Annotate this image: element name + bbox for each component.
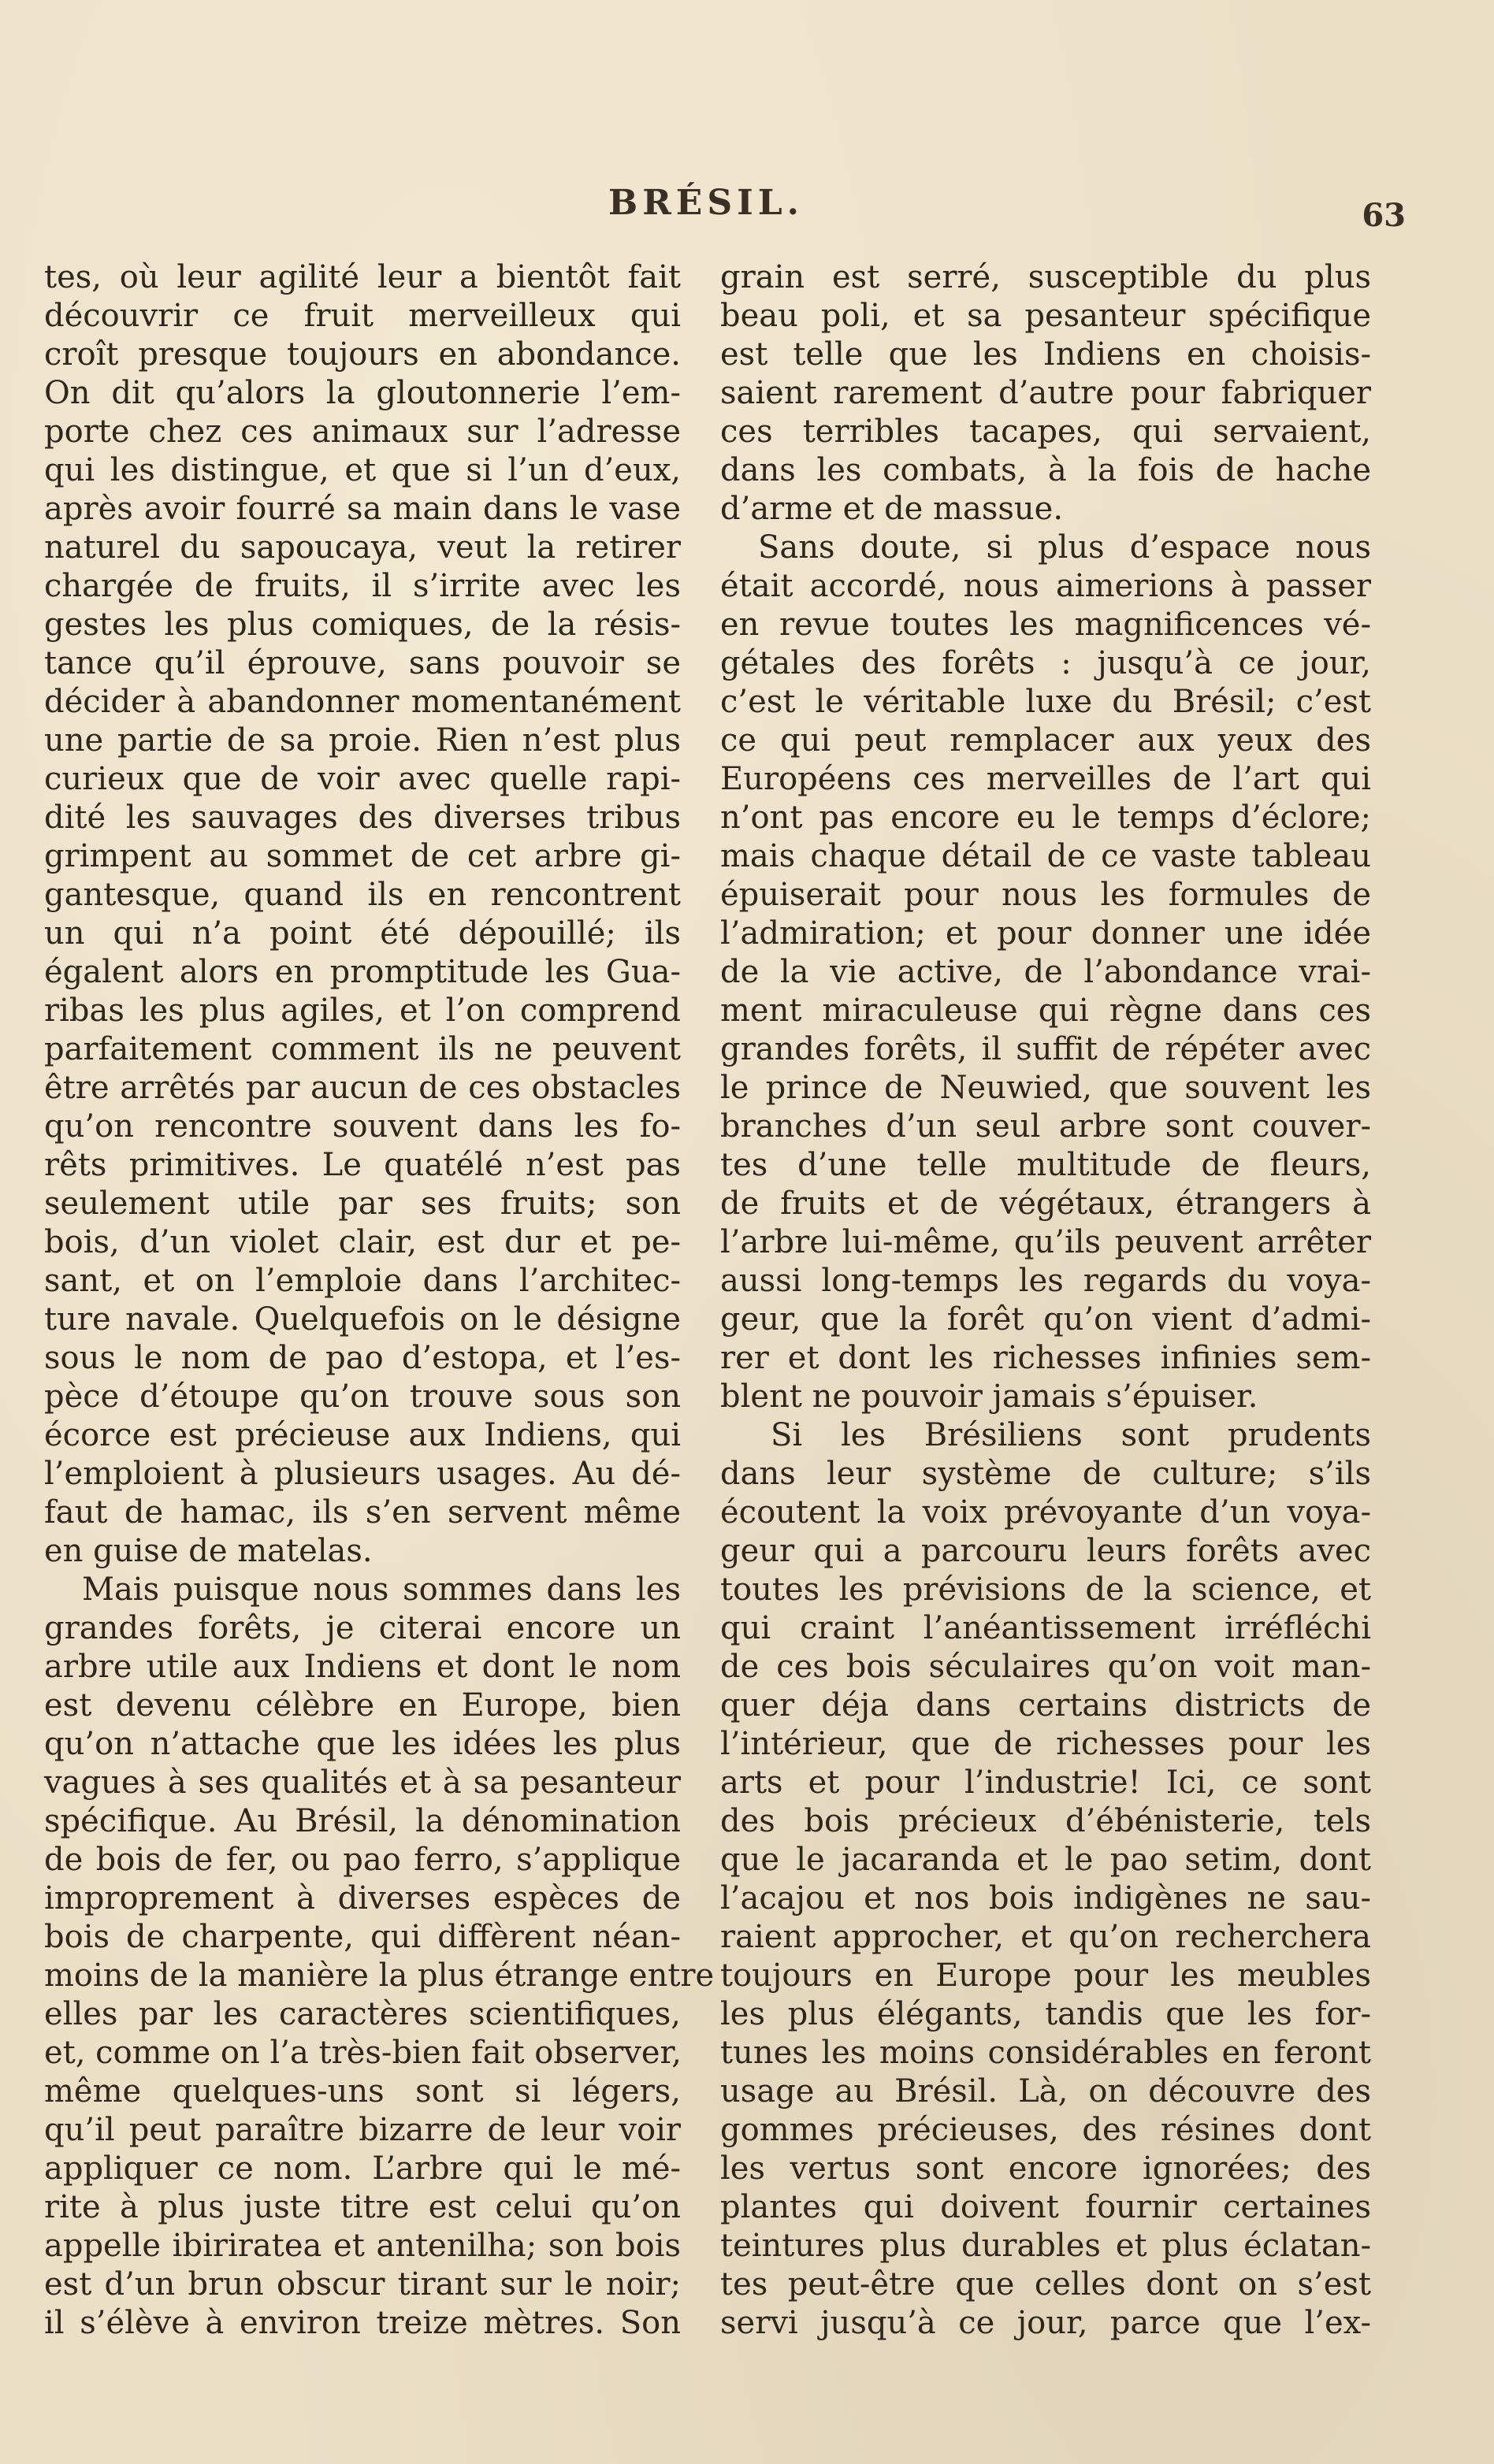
text-line: il s’élève à environ treize mètres. Son	[44, 2305, 681, 2341]
text-line: est telle que les Indiens en choisis-	[720, 336, 1371, 373]
text-line: croît presque toujours en abondance.	[44, 336, 681, 373]
text-line: aussi long-temps les regards du voya-	[720, 1263, 1371, 1299]
text-line: le prince de Neuwied, que souvent les	[720, 1070, 1371, 1106]
text-line: épuiserait pour nous les formules de	[720, 877, 1371, 913]
text-line: quer déja dans certains districts de	[720, 1687, 1371, 1724]
text-line: égalent alors en promptitude les Gua-	[44, 954, 681, 990]
text-line: curieux que de voir avec quelle rapi-	[44, 761, 681, 797]
text-line: était accordé, nous aimerions à passer	[720, 568, 1371, 604]
text-line: Européens ces merveilles de l’art qui	[720, 761, 1371, 797]
text-line: ces terribles tacapes, qui servaient,	[720, 414, 1371, 450]
right-text-column	[720, 258, 1371, 2343]
text-line: elles par les caractères scientifiques,	[44, 1996, 681, 2032]
text-line: être arrêtés par aucun de ces obstacles	[44, 1070, 681, 1106]
text-line: tunes les moins considérables en feront	[720, 2035, 1371, 2071]
text-line: geur qui a parcouru leurs forêts avec	[720, 1533, 1371, 1569]
text-line: l’intérieur, que de richesses pour les	[720, 1726, 1371, 1762]
text-line: de la vie active, de l’abondance vrai-	[720, 954, 1371, 990]
text-line: moins de la manière la plus étrange entre	[44, 1957, 715, 1994]
text-line: appelle ibirirateа et antenilha; son bois	[44, 2228, 681, 2264]
text-line: mais chaque détail de ce vaste tableau	[720, 838, 1371, 874]
text-line: en revue toutes les magnificences vé-	[720, 607, 1371, 643]
text-line: grandes forêts, il suffit de répéter avec	[720, 1031, 1371, 1067]
text-line: bois de charpente, qui diffèrent néan-	[44, 1919, 681, 1955]
text-line: gestes les plus comiques, de la résis-	[44, 607, 681, 643]
text-line: sant, et on l’emploie dans l’architec-	[44, 1263, 681, 1299]
text-line: c’est le véritable luxe du Brésil; c’est	[720, 684, 1371, 720]
text-line: ribas les plus agiles, et l’on comprend	[44, 993, 681, 1029]
text-line: On dit qu’alors la gloutonnerie l’em-	[44, 375, 681, 411]
text-line: vagues à ses qualités et à sa pesanteur	[44, 1765, 681, 1801]
text-line: pèce d’étoupe qu’on trouve sous son	[44, 1379, 681, 1415]
text-line: qu’il peut paraître bizarre de leur voir	[44, 2112, 681, 2148]
text-line: Mais puisque nous sommes dans les	[82, 1572, 681, 1608]
text-line: grimpent au sommet de cet arbre gi-	[44, 838, 681, 874]
text-line: blent ne pouvoir jamais s’épuiser.	[720, 1379, 1258, 1415]
text-line: ture navale. Quelquefois on le désigne	[44, 1301, 681, 1338]
text-line: écorce est précieuse aux Indiens, qui	[44, 1417, 681, 1453]
text-line: tes, où leur agilité leur a bientôt fait	[44, 259, 681, 295]
text-line: découvrir ce fruit merveilleux qui	[44, 298, 681, 334]
text-line: une partie de sa proie. Rien n’est plus	[44, 722, 681, 759]
text-line: gommes précieuses, des résines dont	[720, 2112, 1371, 2148]
text-line: tes peut-être que celles dont on s’est	[720, 2266, 1371, 2303]
text-line: de ces bois séculaires qu’on voit man-	[720, 1649, 1371, 1685]
text-line: même quelques-uns sont si légers,	[44, 2073, 681, 2110]
text-line: en guise de matelas.	[44, 1533, 373, 1569]
page-number: 63	[1362, 197, 1406, 234]
text-line: gétales des forêts : jusqu’à ce jour,	[720, 645, 1371, 681]
text-line: arts et pour l’industrie! Ici, ce sont	[720, 1765, 1371, 1801]
text-line: grandes forêts, je citerai encore un	[44, 1610, 681, 1646]
text-line: beau poli, et sa pesanteur spécifique	[720, 298, 1371, 334]
text-line: teintures plus durables et plus éclatan-	[720, 2228, 1371, 2264]
text-line: servi jusqu’à ce jour, parce que l’ex-	[720, 2305, 1371, 2341]
text-line: spécifique. Au Brésil, la dénomination	[44, 1803, 681, 1839]
text-line: l’emploient à plusieurs usages. Au dé-	[44, 1456, 681, 1492]
text-line: tance qu’il éprouve, sans pouvoir se	[44, 645, 681, 681]
text-line: ment miraculeuse qui règne dans ces	[720, 993, 1371, 1029]
text-line: rêts primitives. Le quatélé n’est pas	[44, 1147, 681, 1183]
text-line: arbre utile aux Indiens et dont le nom	[44, 1649, 681, 1685]
text-line: qu’on rencontre souvent dans les fo-	[44, 1108, 681, 1145]
text-line: chargée de fruits, il s’irrite avec les	[44, 568, 681, 604]
text-line: tes d’une telle multitude de fleurs,	[720, 1147, 1371, 1183]
text-line: sous le nom de pao d’estopa, et l’es-	[44, 1340, 681, 1376]
text-line: rite à plus juste titre est celui qu’on	[44, 2189, 681, 2225]
text-line: après avoir fourré sa main dans le vase	[44, 491, 681, 527]
text-line: n’ont pas encore eu le temps d’éclore;	[720, 800, 1371, 836]
text-line: est d’un brun obscur tirant sur le noir;	[44, 2266, 681, 2303]
text-line: décider à abandonner momentanément	[44, 684, 681, 720]
running-head	[44, 183, 1406, 234]
text-line: toujours en Europe pour les meubles	[720, 1957, 1371, 1994]
text-line: de fruits et de végétaux, étrangers à	[720, 1186, 1371, 1222]
text-line: ce qui peut remplacer aux yeux des	[720, 722, 1371, 759]
text-line: porte chez ces animaux sur l’adresse	[44, 414, 681, 450]
text-line: branches d’un seul arbre sont couver-	[720, 1108, 1371, 1145]
text-line: appliquer ce nom. L’arbre qui le mé-	[44, 2150, 681, 2187]
text-line: que le jacaranda et le pao setim, dont	[720, 1842, 1371, 1878]
text-line: les plus élégants, tandis que les for-	[720, 1996, 1371, 2032]
text-line: un qui n’a point été dépouillé; ils	[44, 915, 681, 952]
text-line: est devenu célèbre en Europe, bien	[44, 1687, 681, 1724]
text-line: grain est serré, susceptible du plus	[720, 259, 1371, 295]
text-line: bois, d’un violet clair, est dur et pe-	[44, 1224, 681, 1260]
text-line: dité les sauvages des diverses tribus	[44, 800, 681, 836]
text-line: l’admiration; et pour donner une idée	[720, 915, 1371, 952]
text-line: Sans doute, si plus d’espace nous	[758, 529, 1371, 566]
text-line: usage au Brésil. Là, on découvre des	[720, 2073, 1371, 2110]
text-line: écoutent la voix prévoyante d’un voya-	[720, 1494, 1371, 1531]
text-line: raient approcher, et qu’on recherchera	[720, 1919, 1371, 1955]
text-line: d’arme et de massue.	[720, 491, 1064, 527]
text-line: naturel du sapoucaya, veut la retirer	[44, 529, 681, 566]
text-line: improprement à diverses espèces de	[44, 1880, 681, 1917]
text-line: qu’on n’attache que les idées les plus	[44, 1726, 681, 1762]
text-line: toutes les prévisions de la science, et	[720, 1572, 1371, 1608]
text-line: geur, que la forêt qu’on vient d’admi-	[720, 1301, 1371, 1338]
text-line: faut de hamac, ils s’en servent même	[44, 1494, 681, 1531]
running-title: BRÉSIL.	[608, 183, 804, 223]
text-line: dans les combats, à la fois de hache	[720, 452, 1371, 488]
text-line: Si les Brésiliens sont prudents	[771, 1417, 1371, 1453]
text-line: saient rarement d’autre pour fabriquer	[720, 375, 1371, 411]
text-line: des bois précieux d’ébénisterie, tels	[720, 1803, 1371, 1839]
text-line: l’arbre lui-même, qu’ils peuvent arrêter	[720, 1224, 1371, 1260]
text-line: parfaitement comment ils ne peuvent	[44, 1031, 681, 1067]
text-line: rer et dont les richesses infinies sem-	[720, 1340, 1371, 1376]
text-line: de bois de fer, ou pao ferro, s’applique	[44, 1842, 681, 1878]
left-text-column	[44, 258, 715, 2343]
text-line: plantes qui doivent fournir certaines	[720, 2189, 1371, 2225]
text-line: et, comme on l’a très-bien fait observer,	[44, 2035, 682, 2071]
text-line: dans leur système de culture; s’ils	[720, 1456, 1371, 1492]
text-line: qui craint l’anéantissement irréfléchi	[720, 1610, 1371, 1646]
text-line: seulement utile par ses fruits; son	[44, 1186, 681, 1222]
text-line: les vertus sont encore ignorées; des	[720, 2150, 1371, 2187]
text-line: gantesque, quand ils en rencontrent	[44, 877, 681, 913]
text-line: qui les distingue, et que si l’un d’eux,	[44, 452, 681, 488]
text-line: l’acajou et nos bois indigènes ne sau-	[720, 1880, 1371, 1917]
